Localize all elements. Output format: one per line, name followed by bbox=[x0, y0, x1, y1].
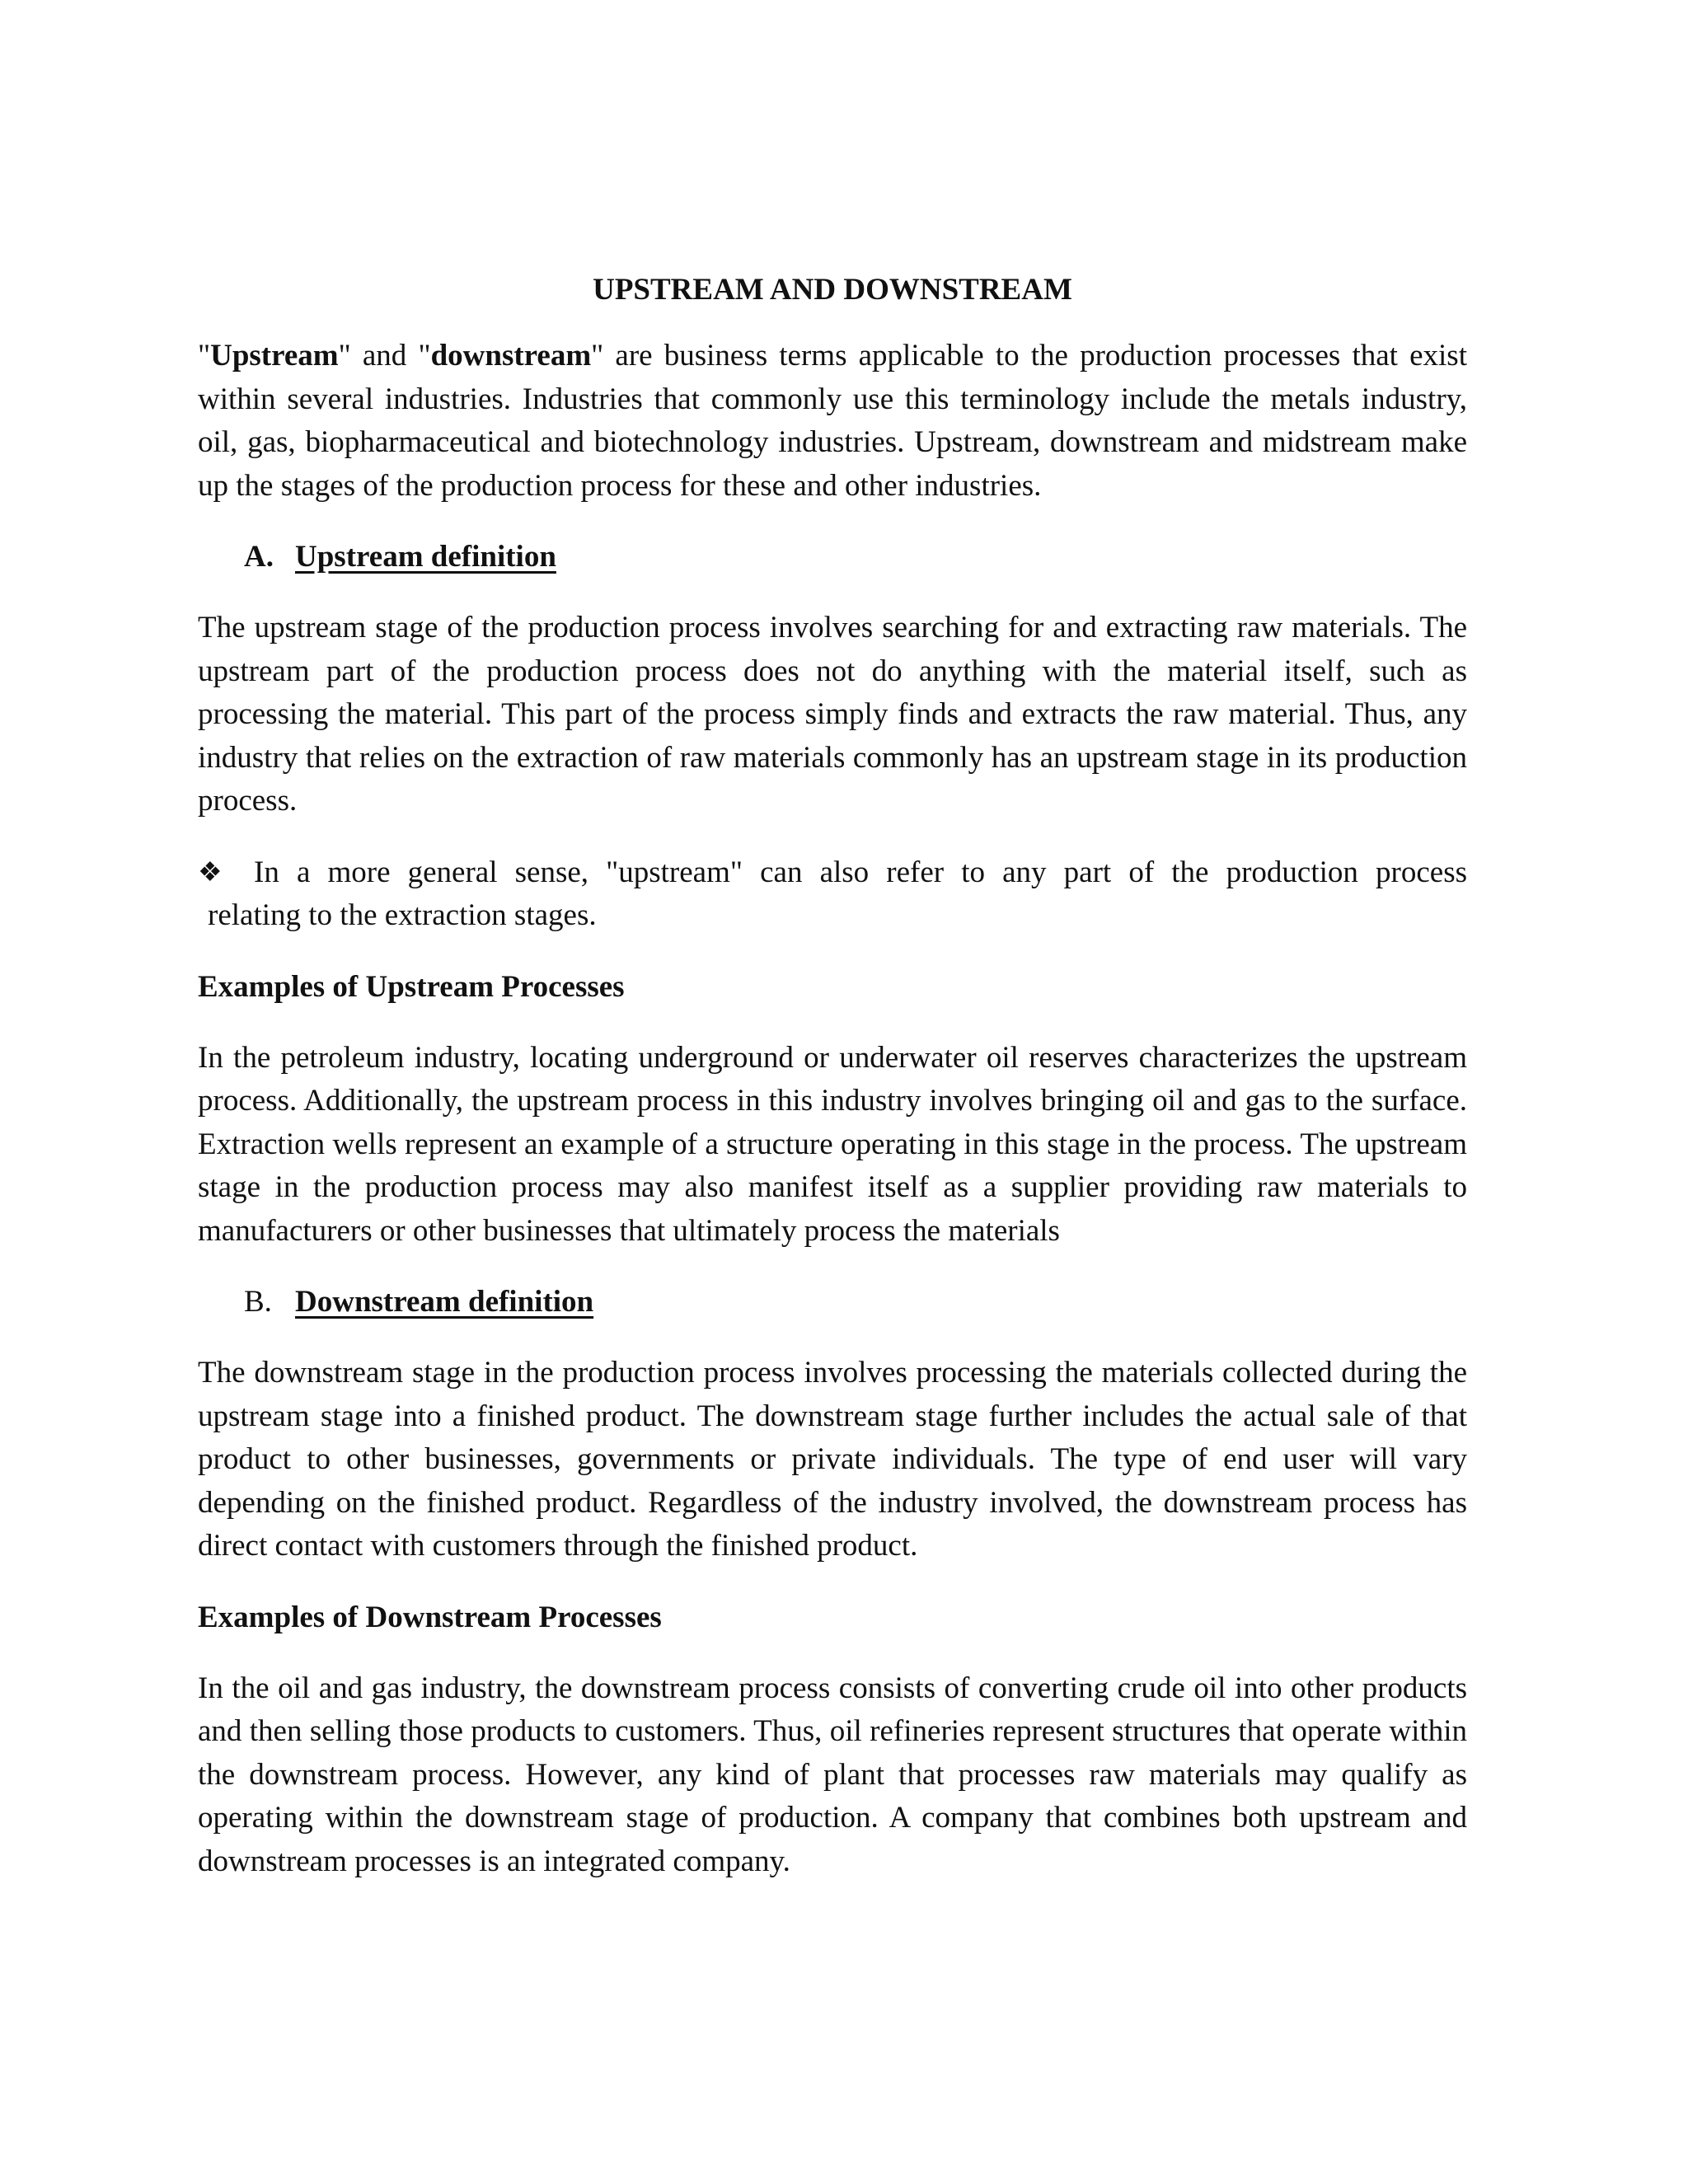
intro-paragraph bbox=[198, 335, 1467, 508]
intro-rest: " are business terms applicable to the production processes that exist within several industries. Industries that commonly use this terminology include the metals industry, oil, gas, biopharmaceutical and biotechnology industries. Upstream, downstream and midstream make up the stages of the production process for these and other industries. bbox=[198, 339, 1467, 503]
downstream-examples-paragraph: In the oil and gas industry, the downstream process consists of converting crude oil into other products and then selling those products to customers. Thus, oil refineries represent structures that operate within the downstream process. However, any kind of plant that processes raw materials may qualify as operating within the downstream stage of production. A company that combines both upstream and downstream processes is an integrated company. bbox=[198, 1671, 1467, 1878]
section-b-title: Downstream definition bbox=[295, 1285, 594, 1319]
document-page bbox=[198, 272, 1467, 1911]
section-b-letter: B. bbox=[244, 1285, 272, 1319]
section-a-title: Upstream definition bbox=[295, 540, 556, 574]
downstream-examples-heading: Examples of Downstream Processes bbox=[198, 1600, 662, 1634]
document-title: UPSTREAM AND DOWNSTREAM bbox=[593, 273, 1072, 307]
bullet-line-1: In a more general sense, "upstream" can also refer to any part of the production process bbox=[254, 855, 1467, 889]
section-b-paragraph: The downstream stage in the production process involves processing the materials collected during the upstream stage into a finished product. The downstream stage further includes the actual sale of that product to other businesses, governments or private individuals. The type of end user will vary depending on the finished product. Regardless of the industry involved, the downstream process has direct contact with customers through the finished product. bbox=[198, 1356, 1467, 1563]
intro-term-downstream: downstream bbox=[430, 339, 592, 373]
intro-quote-open: " bbox=[198, 339, 211, 373]
intro-mid: " and " bbox=[338, 339, 431, 373]
section-a-paragraph: The upstream stage of the production process involves searching for and extracting raw materials. The upstream part of the production process does not do anything with the material itself, such as processing the material. This part of the process simply finds and extracts the raw material. Thus, any industry that relies on the extraction of raw materials commonly has an upstream stage in its production process. bbox=[198, 611, 1467, 818]
upstream-examples-paragraph: In the petroleum industry, locating underground or underwater oil reserves characterizes the upstream process. Additionally, the upstream process in this industry involves bringing oil and gas to the surface. Extraction wells represent an example of a structure operating in this stage in the process. The upstream stage in the production process may also manifest itself as a supplier providing raw materials to manufacturers or other businesses that ultimately process the materials bbox=[198, 1040, 1467, 1248]
section-a-bullet bbox=[198, 851, 1467, 938]
diamond-bullet-icon: ❖ bbox=[198, 857, 223, 888]
section-b-heading bbox=[244, 1281, 1467, 1324]
bullet-line-2: relating to the extraction stages. bbox=[208, 898, 597, 932]
section-a-heading bbox=[244, 536, 1467, 579]
section-a-letter: A. bbox=[244, 540, 274, 574]
intro-term-upstream: Upstream bbox=[210, 339, 339, 373]
upstream-examples-heading: Examples of Upstream Processes bbox=[198, 969, 625, 1004]
